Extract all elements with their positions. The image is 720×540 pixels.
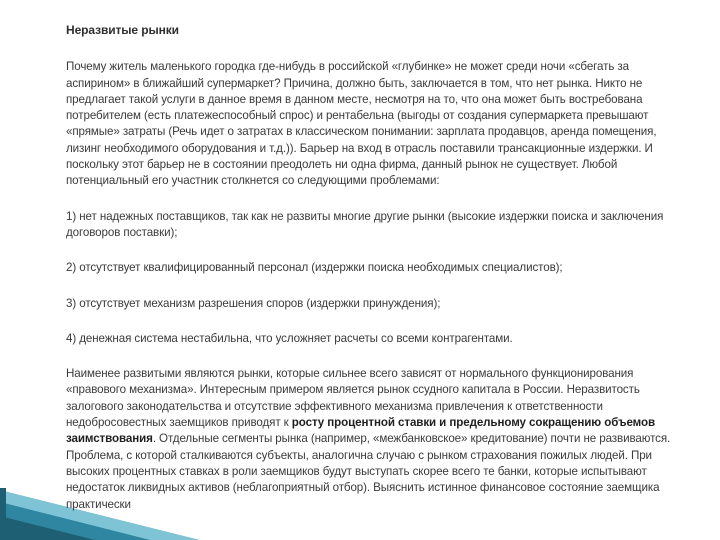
- list-item-1: 1) нет надежных поставщиков, так как не развиты многие другие рынки (высокие издержки поиска и заключения договоров поставки);: [66, 209, 664, 239]
- final-paragraph-part2: . Отдельные сегменты рынка (например, «межбанковское» кредитование) почти не развиваются. Проблема, с которой сталкиваются субъекты, аналогична случаю с рынком страхования пожилых людей. При высоких процентных ставках в роли заемщиков будут выступать скорее всего те банки, которые испытывают недостаток ликвидных активов (неблагоприятный отбор). Выяснить истинное финансовое состояние заемщика практически: [66, 432, 671, 511]
- list-item-4: 4) денежная система нестабильна, что усложняет расчеты со всеми контрагентами.: [66, 331, 513, 345]
- document-body: [66, 22, 692, 513]
- list-item-3: 3) отсутствует механизм разрешения споров (издержки принуждения);: [66, 296, 441, 310]
- intro-paragraph: Почему житель маленького городка где-нибудь в российской «глубинке» не может среди ночи «сбегать за аспирином» в ближайший супермаркет? Причина, должно быть, заключается в том, что нет рынка. Никто не предлагает такой услуги в данное время в данном месте, несмотря на то, что она может быть востребована потребителем (есть платежеспособный спрос) и рентабельна (выгоды от создания супермаркета превышают «прямые» затраты (Речь идет о затратах в классическом понимании: зарплата продавцов, аренда помещения, лизинг необходимого оборудования и т.д.)). Барьер на вход в отрасль поставили трансакционные издержки. И поскольку этот барьер не в состоянии преодолеть ни одна фирма, данный рынок не существует. Любой потенциальный его участник столкнется со следующими проблемами:: [66, 60, 657, 188]
- left-edge-bar: [0, 488, 6, 540]
- document-title: Неразвитые рынки: [66, 23, 179, 37]
- list-item-2: 2) отсутствует квалифицированный персонал (издержки поиска необходимых специалистов);: [66, 261, 563, 275]
- final-paragraph-bold: росту процентной ставки и предельному сокращению объемов заимствования: [66, 416, 656, 446]
- final-paragraph-part1: Наименее развитыми являются рынки, которые сильнее всего зависят от нормального функционирования «правового механизма». Интересным примером является рынок ссудного капитала в России. Неразвитость залогового законодательства и отсутствие эффективного механизма привлечения к ответственности недобросовестных заемщиков приводят к: [66, 367, 640, 430]
- final-paragraph: [66, 366, 692, 513]
